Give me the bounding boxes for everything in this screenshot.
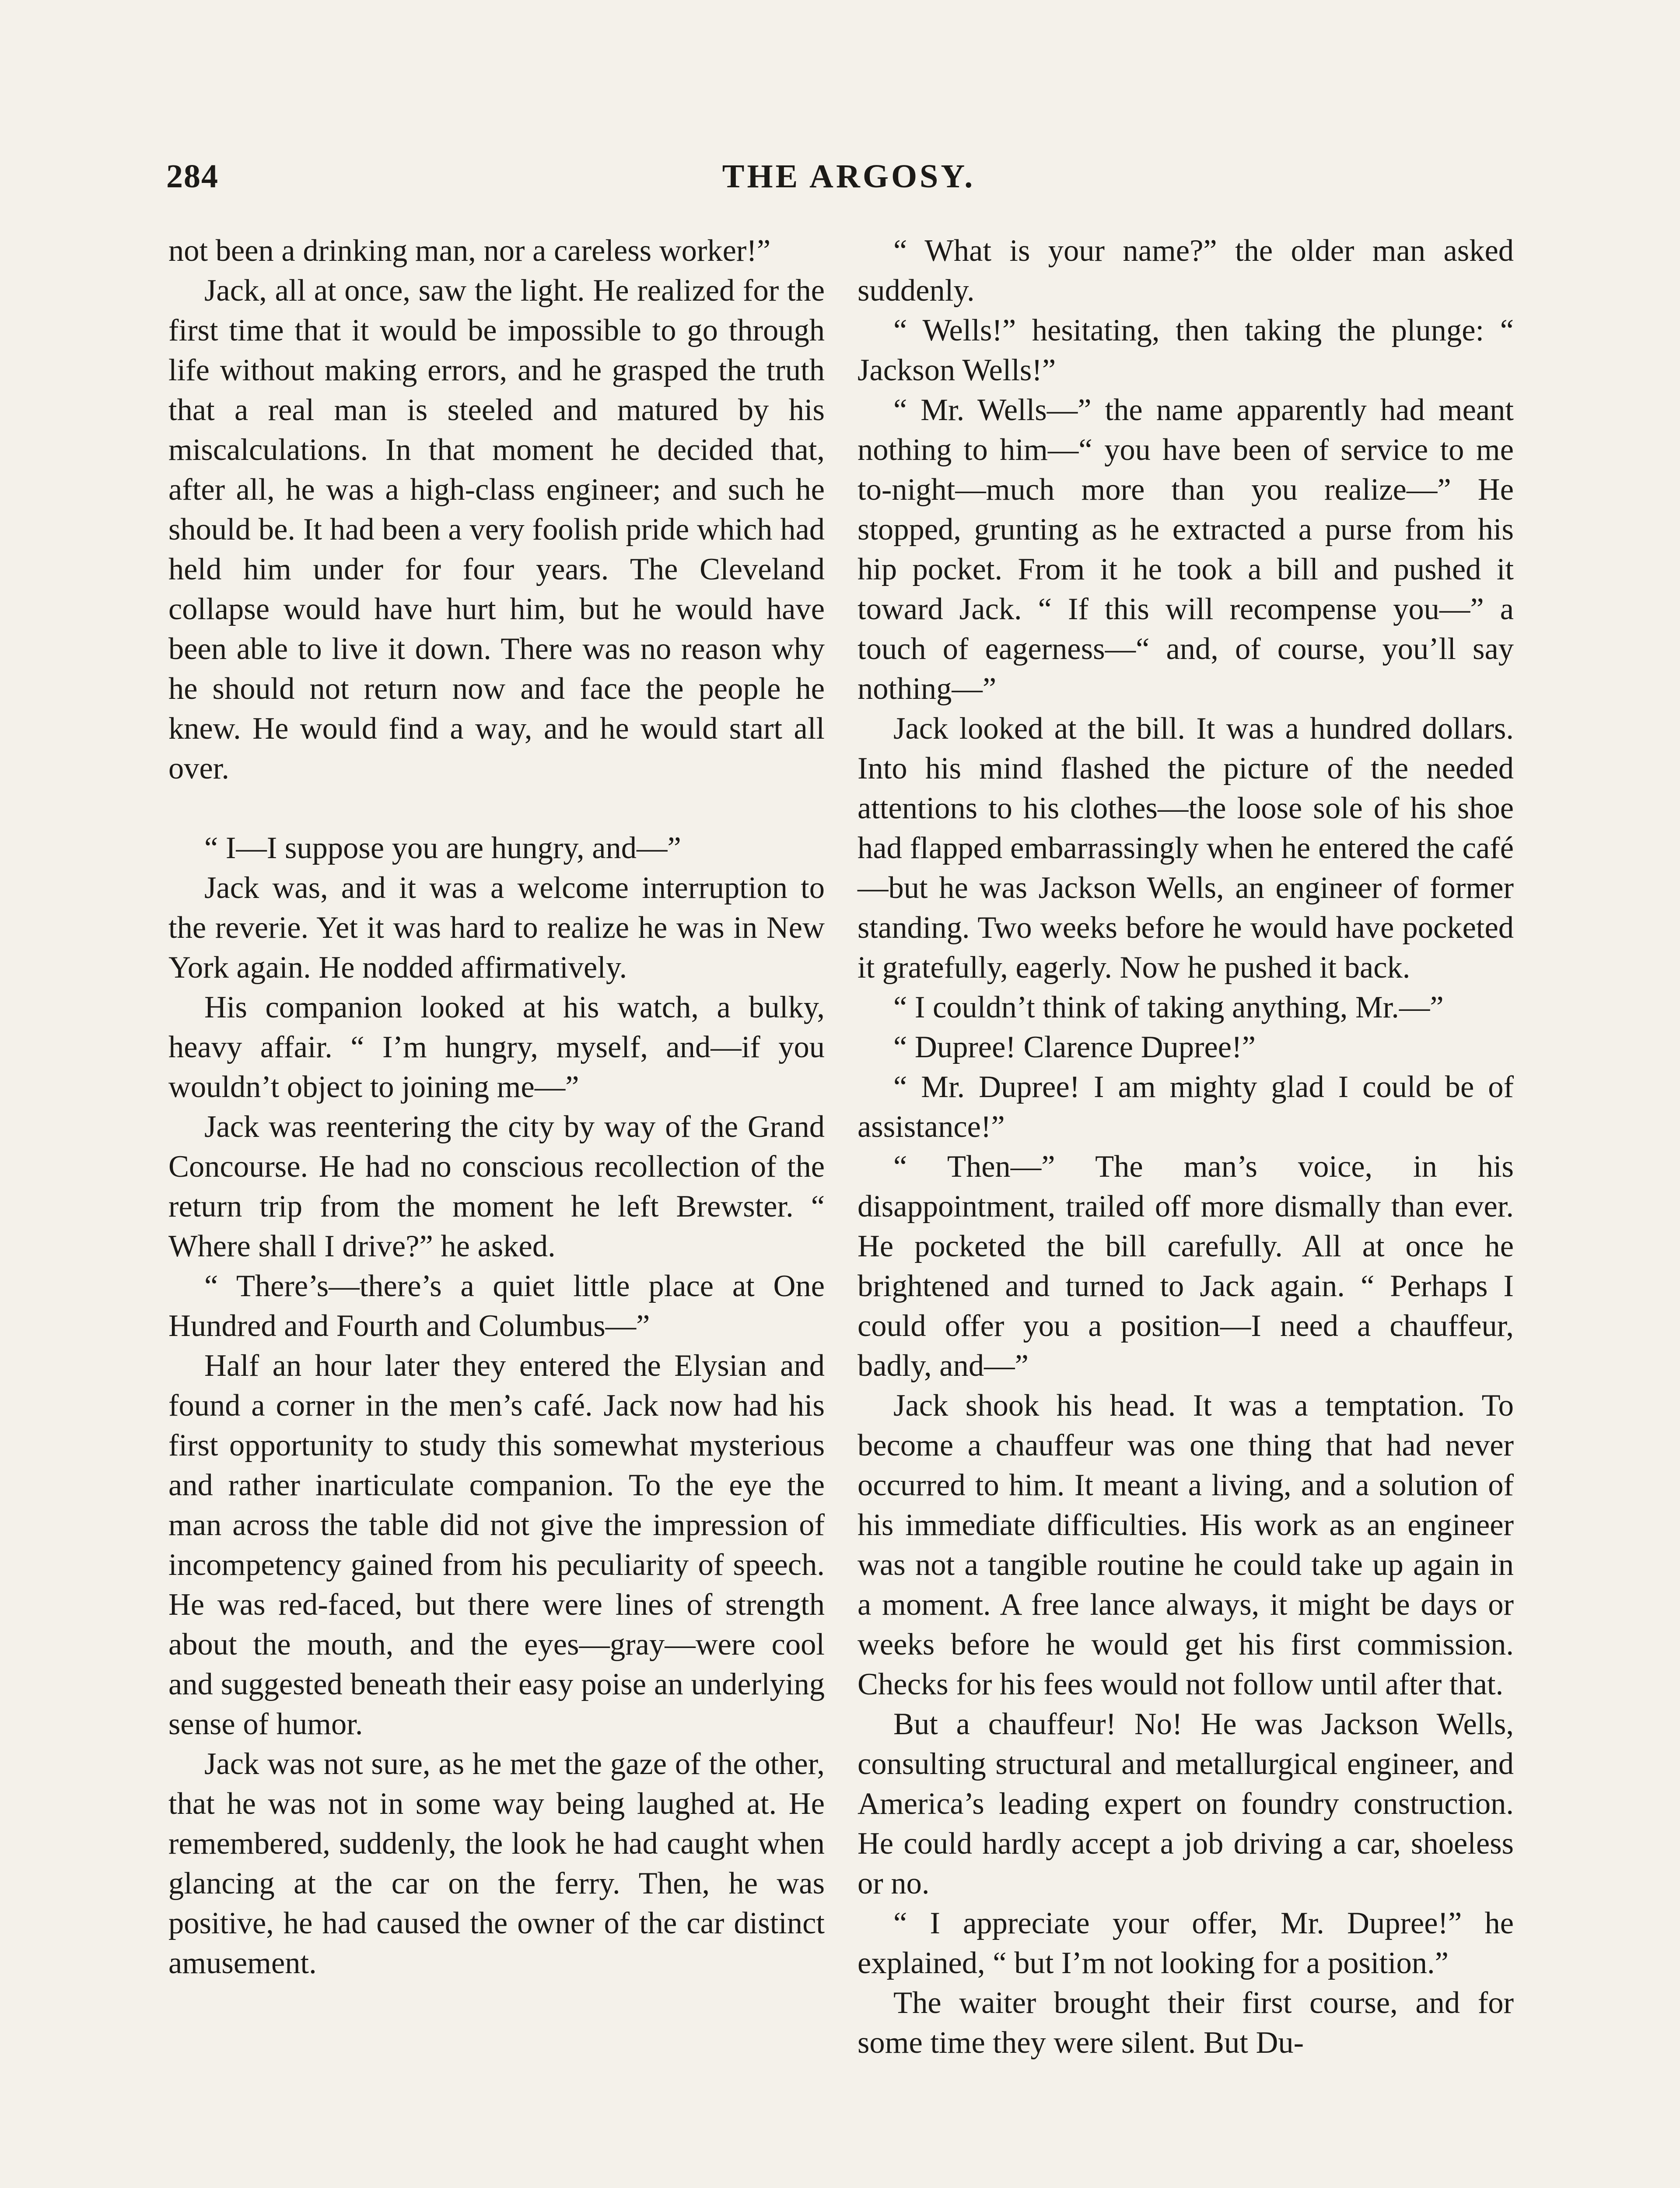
page-number: 284 <box>166 158 219 195</box>
paragraph: Jack shook his head. It was a temptation. To become a chauffeur was one thing that had never occurred to him. It meant a living, and a solution of his immediate difficulties. His work as an engineer was not a tangible routine he could take up again in a moment. A free lance always, it might be days or weeks before he would get his first commission. Checks for his fees would not follow until after that. <box>858 1389 1514 1701</box>
paragraph: “ I couldn’t think of taking anything, Mr.—” <box>893 990 1444 1024</box>
page-header <box>166 158 1531 201</box>
paragraph: Jack was reentering the city by way of the Grand Concourse. He had no conscious recollection of the return trip from the moment he left Brewster. “ Where shall I drive?” he asked. <box>168 1110 825 1263</box>
left-column <box>168 231 825 1983</box>
running-title: THE ARGOSY. <box>722 158 976 195</box>
right-column <box>858 231 1514 2063</box>
paragraph: “ There’s—there’s a quiet little place at One Hundred and Fourth and Columbus—” <box>168 1269 825 1343</box>
paragraph: His companion looked at his watch, a bulky, heavy affair. “ I’m hungry, myself, and—if you wouldn’t object to joining me—” <box>168 990 825 1104</box>
paragraph: “ Wells!” hesitating, then taking the plunge: “ Jackson Wells!” <box>858 313 1514 387</box>
paragraph: “ Then—” The man’s voice, in his disappointment, trailed off more dismally than ever. He pocketed the bill carefully. All at once he brightened and turned to Jack again. “ Perhaps I could offer you a position—I need a chauffeur, badly, and—” <box>858 1150 1514 1383</box>
paragraph: “ Mr. Wells—” the name apparently had meant nothing to him—“ you have been of service to me to-night—much more than you realize—” He stopped, grunting as he extracted a purse from his hip pocket. From it he took a bill and pushed it toward Jack. “ If this will recompense you—” a touch of eagerness—“ and, of course, you’ll say nothing—” <box>858 393 1514 706</box>
paragraph: “ Mr. Dupree! I am mighty glad I could be of assistance!” <box>858 1070 1514 1144</box>
paragraph: But a chauffeur! No! He was Jackson Wells, consulting structural and metallurgical engineer, and America’s leading expert on foundry construction. He could hardly accept a job driving a car, shoeless or no. <box>858 1707 1514 1900</box>
paragraph: “ Dupree! Clarence Dupree!” <box>893 1030 1256 1064</box>
paragraph: “ What is your name?” the older man asked suddenly. <box>858 234 1514 308</box>
paragraph: Jack was not sure, as he met the gaze of the other, that he was not in some way being laughed at. He remembered, suddenly, the look he had caught when glancing at the car on the ferry. Then, he was positive, he had caused the owner of the car distinct amusement. <box>168 1747 825 1980</box>
paragraph: “ I appreciate your offer, Mr. Dupree!” he explained, “ but I’m not looking for a position.” <box>858 1906 1514 1980</box>
paragraph: Jack, all at once, saw the light. He realized for the first time that it would be impossible to go through life without making errors, and he grasped the truth that a real man is steeled and matured by his miscalculations. In that moment he decided that, after all, he was a high-class engineer; and such he should be. It had been a very foolish pride which had held him under for four years. The Cleveland collapse would have hurt him, but he would have been able to live it down. There was no reason why he should not return now and face the people he knew. He would find a way, and he would start all over. <box>168 274 825 785</box>
paragraph: The waiter brought their first course, and for some time they were silent. But Du- <box>858 1986 1514 2060</box>
paragraph: Half an hour later they entered the Elysian and found a corner in the men’s café. Jack now had his first opportunity to study this somewhat mysterious and rather inarticulate companion. To the eye the man across the table did not give the impression of incompetency gained from his peculiarity of speech. He was red-faced, but there were lines of strength about the mouth, and the eyes—gray—were cool and suggested beneath their easy poise an underlying sense of humor. <box>168 1349 825 1741</box>
paragraph: Jack looked at the bill. It was a hundred dollars. Into his mind flashed the picture of the needed attentions to his clothes—the loose sole of his shoe had flapped embarrassingly when he entered the café—but he was Jackson Wells, an engineer of former standing. Two weeks before he would have pocketed it gratefully, eagerly. Now he pushed it back. <box>858 712 1514 985</box>
paragraph: “ I—I suppose you are hungry, and—” <box>204 831 681 865</box>
paragraph: not been a drinking man, nor a careless worker!” <box>168 234 771 268</box>
paragraph: Jack was, and it was a welcome interruption to the reverie. Yet it was hard to realize he was in New York again. He nodded affirmatively. <box>168 871 825 985</box>
